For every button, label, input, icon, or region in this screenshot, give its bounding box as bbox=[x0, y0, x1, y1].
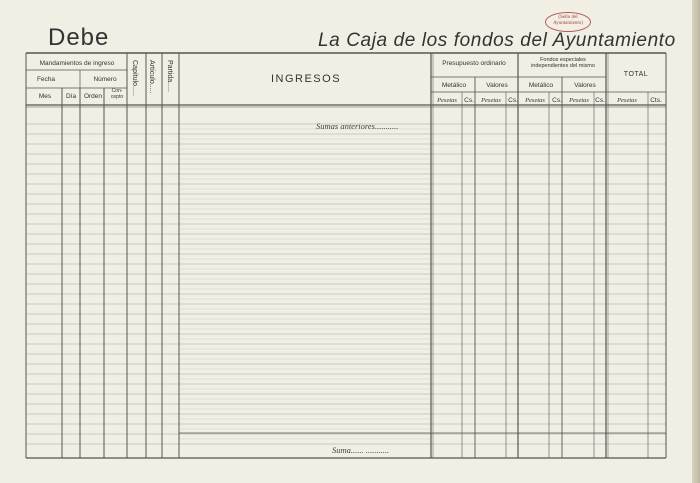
header-valores-1: Valores bbox=[486, 82, 508, 89]
header-orden: Orden bbox=[83, 93, 103, 100]
header-ingresos: INGRESOS bbox=[270, 73, 342, 85]
header-dia: Día bbox=[65, 93, 77, 100]
header-concepto-line-2: cepto bbox=[110, 93, 124, 100]
header-cs-4: Cs. bbox=[595, 97, 605, 104]
header-partida: Partida..... bbox=[166, 60, 173, 92]
header-presupuesto-ordinario: Presupuesto ordinario bbox=[442, 60, 506, 67]
seal-line-2: Ayuntamiento) bbox=[553, 21, 583, 26]
header-mandamientos: Mandamientos de ingreso bbox=[39, 60, 115, 67]
header-metalico-2: Metálico bbox=[528, 82, 554, 89]
header-articulo: Artículo..... bbox=[148, 60, 155, 94]
header-cs-1: Cs. bbox=[464, 97, 474, 104]
header-capitulo: Capítulo..... bbox=[131, 60, 138, 96]
sumas-anteriores-label: Sumas anteriores........... bbox=[316, 121, 399, 131]
debe-heading: Debe bbox=[48, 24, 110, 51]
header-fondos-line-1: Fondos especiales bbox=[540, 57, 586, 63]
header-fondos-especiales bbox=[531, 57, 595, 69]
header-numero: Número bbox=[93, 76, 117, 83]
header-metalico-1: Metálico bbox=[441, 82, 467, 89]
header-cts-5: Cts. bbox=[650, 97, 662, 104]
header-concepto bbox=[111, 89, 123, 100]
header-mes: Mes bbox=[38, 93, 52, 100]
header-valores-2: Valores bbox=[574, 82, 596, 89]
seal-line-1: (Sello del bbox=[558, 15, 578, 20]
header-pesetas-4: Pesetas bbox=[569, 97, 589, 104]
header-fondos-line-2: independientes del mismo bbox=[531, 63, 595, 69]
header-fecha: Fecha bbox=[36, 76, 56, 83]
header-concepto-line-1: Con- bbox=[111, 88, 123, 94]
ledger-title: La Caja de los fondos del Ayuntamiento bbox=[318, 30, 676, 51]
header-total: TOTAL bbox=[623, 71, 649, 78]
header-pesetas-5: Pesetas bbox=[617, 97, 637, 104]
header-pesetas-1: Pesetas bbox=[437, 97, 457, 104]
header-pesetas-2: Pesetas bbox=[481, 97, 501, 104]
suma-label: Suma...... ........... bbox=[332, 445, 390, 455]
header-pesetas-3: Pesetas bbox=[525, 97, 545, 104]
header-cs-3: Cs. bbox=[552, 97, 562, 104]
header-cs-2: Cs. bbox=[508, 97, 518, 104]
